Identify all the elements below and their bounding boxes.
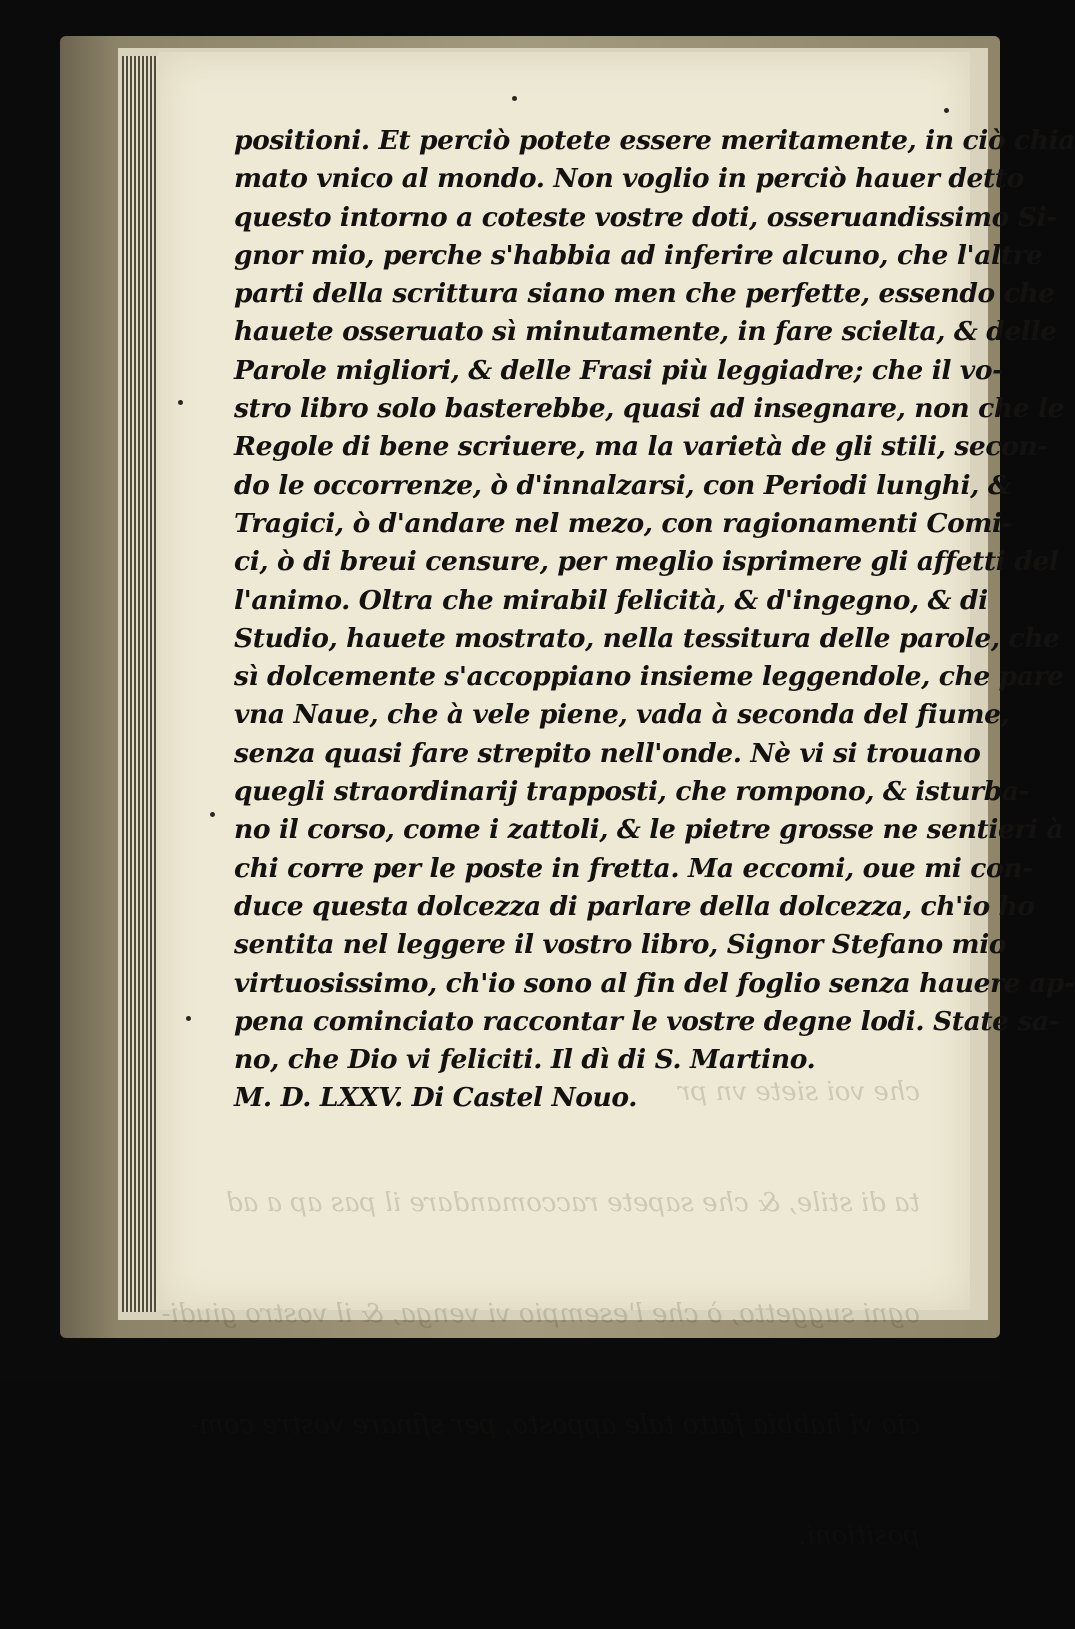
text-line: gnor mio, perche s'habbia ad inferire alcuno, che l'altre bbox=[234, 239, 1043, 271]
text-line: quegli straordinarij trapposti, che rompono, & isturba- bbox=[234, 776, 1030, 808]
text-line: pena cominciato raccontar le vostre degne lodi. State sa- bbox=[234, 1005, 1060, 1037]
text-line: stro libro solo basterebbe, quasi ad insegnare, non che le bbox=[234, 393, 1065, 425]
bleed-line: ta di stile, & che sapete raccomandare il pas ap a ad bbox=[226, 1188, 920, 1218]
page-edges bbox=[122, 56, 158, 1312]
text-line: hauete osseruato sì minutamente, in fare scielta, & delle bbox=[234, 316, 1057, 348]
ink-speck bbox=[178, 400, 183, 405]
text-line: sentita nel leggere il vostro libro, Signor Stefano mio bbox=[234, 929, 1007, 961]
text-line: no, che Dio vi feliciti. Il dì di S. Martino. bbox=[234, 1044, 816, 1076]
text-line: mato vnico al mondo. Non voglio in perciò hauer detto bbox=[234, 163, 1024, 195]
ink-speck bbox=[210, 812, 215, 817]
text-line: sì dolcemente s'accoppiano insieme leggendole, che pare bbox=[234, 661, 1064, 693]
text-line: l'animo. Oltra che mirabil felicità, & d'ingegno, & di bbox=[234, 584, 988, 616]
text-line: Regole di bene scriuere, ma la varietà de gli stili, secon- bbox=[234, 431, 1048, 463]
ink-speck bbox=[944, 108, 949, 113]
text-line: virtuosissimo, ch'io sono al fin del foglio senza hauere ap- bbox=[234, 967, 1075, 999]
text-line: no il corso, come i zattoli, & le pietre grosse ne sentieri à bbox=[234, 814, 1064, 846]
ink-speck bbox=[186, 1016, 191, 1021]
ink-speck bbox=[512, 96, 517, 101]
bleed-line: ogni suggetto, ò che l'esempio vi venga, & il vostro giudi- bbox=[161, 1299, 920, 1329]
text-line: chi corre per le poste in fretta. Ma eccomi, oue mi con- bbox=[234, 852, 1033, 884]
text-line: Studio, hauete mostrato, nella tessitura delle parole, che bbox=[234, 622, 1060, 654]
text-line: Parole migliori, & delle Frasi più leggiadre; che il vo- bbox=[234, 354, 1003, 386]
text-line: Tragici, ò d'andare nel mezo, con ragionamenti Comi- bbox=[234, 507, 1013, 539]
bleed-line: positioni. bbox=[798, 1521, 920, 1551]
page-body-text bbox=[234, 122, 1075, 1118]
text-line: questo intorno a coteste vostre doti, osseruandissimo Si- bbox=[234, 201, 1057, 233]
text-line: positioni. Et perciò potete essere meritamente, in ciò chia bbox=[234, 125, 1075, 156]
date-line: M. D. LXXV. Di Castel Nouo. bbox=[234, 1082, 638, 1114]
text-line: do le occorrenze, ò d'innalzarsi, con Periodi lunghi, & bbox=[234, 469, 1012, 501]
bleed-line: cio vi habbia fatto tale apposto, per sfinare vostre com- bbox=[190, 1410, 920, 1440]
text-line: ci, ò di breui censure, per meglio isprimere gli affetti del bbox=[234, 546, 1059, 578]
bleed-line: che voi siete vn pr bbox=[678, 1077, 920, 1107]
text-line: vna Naue, che à vele piene, vada à seconda del fiume, bbox=[234, 699, 1010, 731]
text-line: senza quasi fare strepito nell'onde. Nè vi si trouano bbox=[234, 737, 981, 769]
text-line: parti della scrittura siano men che perfette, essendo che bbox=[234, 278, 1055, 310]
text-line: duce questa dolcezza di parlare della dolcezza, ch'io ho bbox=[234, 890, 1035, 922]
